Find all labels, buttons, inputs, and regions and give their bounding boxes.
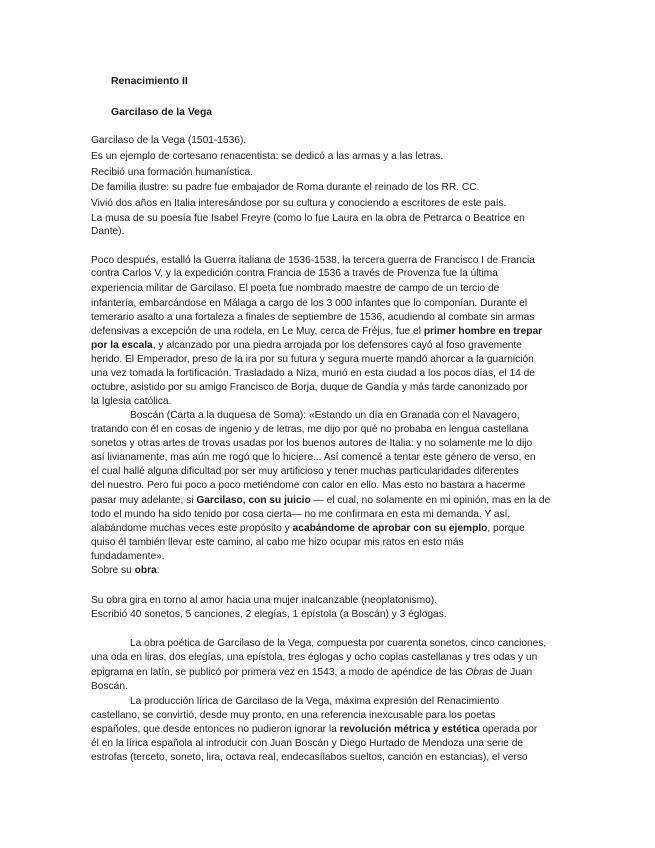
intro-line: La musa de su poesía fue Isabel Freyre (como lo fue Laura en la obra de Petrarca o Beatrice en: [91, 213, 525, 224]
quote-line: tratando con él en cosas de ingenio y de letras, me dijo por qué no probaba en lengua castellana: [91, 424, 529, 435]
quote-line: sonetos y otras artes de trovas usadas por los buenos autores de Italia: y no solamente me lo dijo: [91, 438, 533, 449]
paragraph-line: Boscán.: [91, 681, 128, 692]
quote-line: fundadamente».: [91, 551, 165, 562]
italic-title: Obras: [465, 667, 494, 678]
bio-line: defensivas a excepción de una rodela, en Le Muy, cerca de Fréjus, fue el primer hombre en trepar: [91, 326, 543, 337]
bio-line: la Iglesia católica.: [91, 396, 172, 407]
bio-line: Poco después, estalló la Guerra italiana de 1536-1538, la tercera guerra de Francisco I de Francia: [91, 255, 535, 266]
bio-line: herido. El Emperador, preso de la ira por su futura y segura muerte mandó ahorcar a la guarnición: [91, 354, 534, 365]
bold-phrase: revolución métrica y estética: [339, 724, 480, 735]
paragraph-line: una oda en liras, dos elegías, una epístola, tres églogas y ocho coplas castellanas y tres odas y un: [91, 652, 538, 663]
bold-phrase: Garcilaso, con su juicio: [196, 495, 311, 506]
quote-line: así livianamente, mas aún me rogó que lo hiciere... Así comencé a tentar este género de verso, en: [91, 452, 536, 463]
intro-line: Garcilaso de la Vega (1501-1536).: [91, 135, 247, 146]
paragraph-line: La obra poética de Garcilaso de la Vega, compuesta por cuarenta sonetos, cinco canciones,: [130, 638, 547, 649]
quote-line: alabándome muchas veces este propósito y acabándome de aprobar con su ejemplo, porque: [91, 523, 525, 534]
quote-line: del nuestro. Pero fui poco a poco metiéndome con calor en ello. Mas esto no bastara a hacerme: [91, 480, 526, 491]
bio-line: octubre, asistido por su amigo Francisco de Borja, duque de Gandía y más tarde canonizado por: [91, 382, 528, 393]
quote-line: quiso él también llevar este camino, al cabo me hizo ocupar mis ratos en esto más: [91, 537, 464, 548]
quote-line: pasar muy adelante, si Garcilaso, con su juicio — el cual, no solamente en mi opinión, mas en la de: [91, 495, 551, 506]
quote-line: Sobre su obra:: [91, 565, 160, 576]
bio-line: contra Carlos V, y la expedición contra Francia de 1536 a través de Provenza fue la última: [91, 268, 498, 279]
document-title: Renacimiento II: [111, 76, 188, 87]
quote-line: Boscán (Carta a la duquesa de Soma): «Estando un día en Granada con el Navagero,: [130, 410, 520, 421]
intro-line: Es un ejemplo de cortesano renacentista: se dedicó a las armas y a las letras.: [91, 151, 444, 162]
bio-line: infantería, embarcándose en Málaga a cargo de los 3 000 infantes que lo componían. Durante el: [91, 298, 528, 309]
bold-phrase: primer hombre en trepar: [423, 326, 543, 337]
paragraph-line: La producción lírica de Garcilaso de la Vega, máxima expresión del Renacimiento: [130, 696, 500, 707]
paragraph-line: él en la lírica española al introducir con Juan Boscán y Diego Hurtado de Mendoza una serie de: [91, 738, 524, 749]
intro-line: Dante).: [91, 226, 125, 237]
bio-line: por la escala, y alcanzado por una piedra arrojada por los defensores cayó al foso gravemente: [91, 340, 522, 351]
obra-line: Su obra gira en torno al amor hacia una mujer inalcanzable (neoplatonismo).: [91, 595, 438, 606]
intro-line: De familia ilustre: su padre fue embajador de Roma durante el reinado de los RR. CC.: [91, 182, 480, 193]
paragraph-line: estrofas (terceto, soneto, lira, octava real, endecasílabos sueltos, canción en estancias), el verso: [91, 752, 528, 763]
intro-line: Recibió una formación humanística.: [91, 167, 253, 178]
bio-line: temerario asalto a una fortaleza a finales de septiembre de 1536, acudiendo al combate sin armas: [91, 312, 535, 323]
paragraph-line: epigrama en latín, se publicó por primera vez en 1543, a modo de apéndice de las Obras de Juan: [91, 667, 533, 678]
bold-phrase: acabándome de aprobar con su ejemplo: [292, 523, 488, 534]
bold-phrase: por la escala: [91, 340, 153, 351]
paragraph-line: españoles, que desde entonces no pudieron ignorar la revolución métrica y estética operada por: [91, 724, 538, 735]
quote-line: el cual hallé alguna dificultad por ser muy artificioso y tener muchas particularidades diferentes: [91, 466, 519, 477]
intro-line: Vivió dos años en Italia interesándose por su cultura y conociendo a escritores de este país.: [91, 198, 507, 209]
quote-line: todo el mundo ha sido tenido por cosa cierta— no me confirmara en esta mi demanda. Y así,: [91, 509, 511, 520]
document-subtitle: Garcilaso de la Vega: [111, 107, 213, 118]
bio-line: experiencia militar de Garcilaso. El poeta fue nombrado maestre de campo de un tercio de: [91, 283, 500, 294]
obra-line: Escribió 40 sonetos, 5 canciones, 2 elegías, 1 epístola (a Boscán) y 3 églogas.: [91, 609, 447, 620]
paragraph-line: castellano, se convirtió, desde muy pronto, en una referencia inexcusable para los poetas: [91, 710, 496, 721]
bio-line: una vez tomada la fortificación. Trasladado a Niza, murió en esta ciudad a los pocos días, el 14 de: [91, 368, 535, 379]
bold-phrase: obra: [134, 565, 157, 576]
